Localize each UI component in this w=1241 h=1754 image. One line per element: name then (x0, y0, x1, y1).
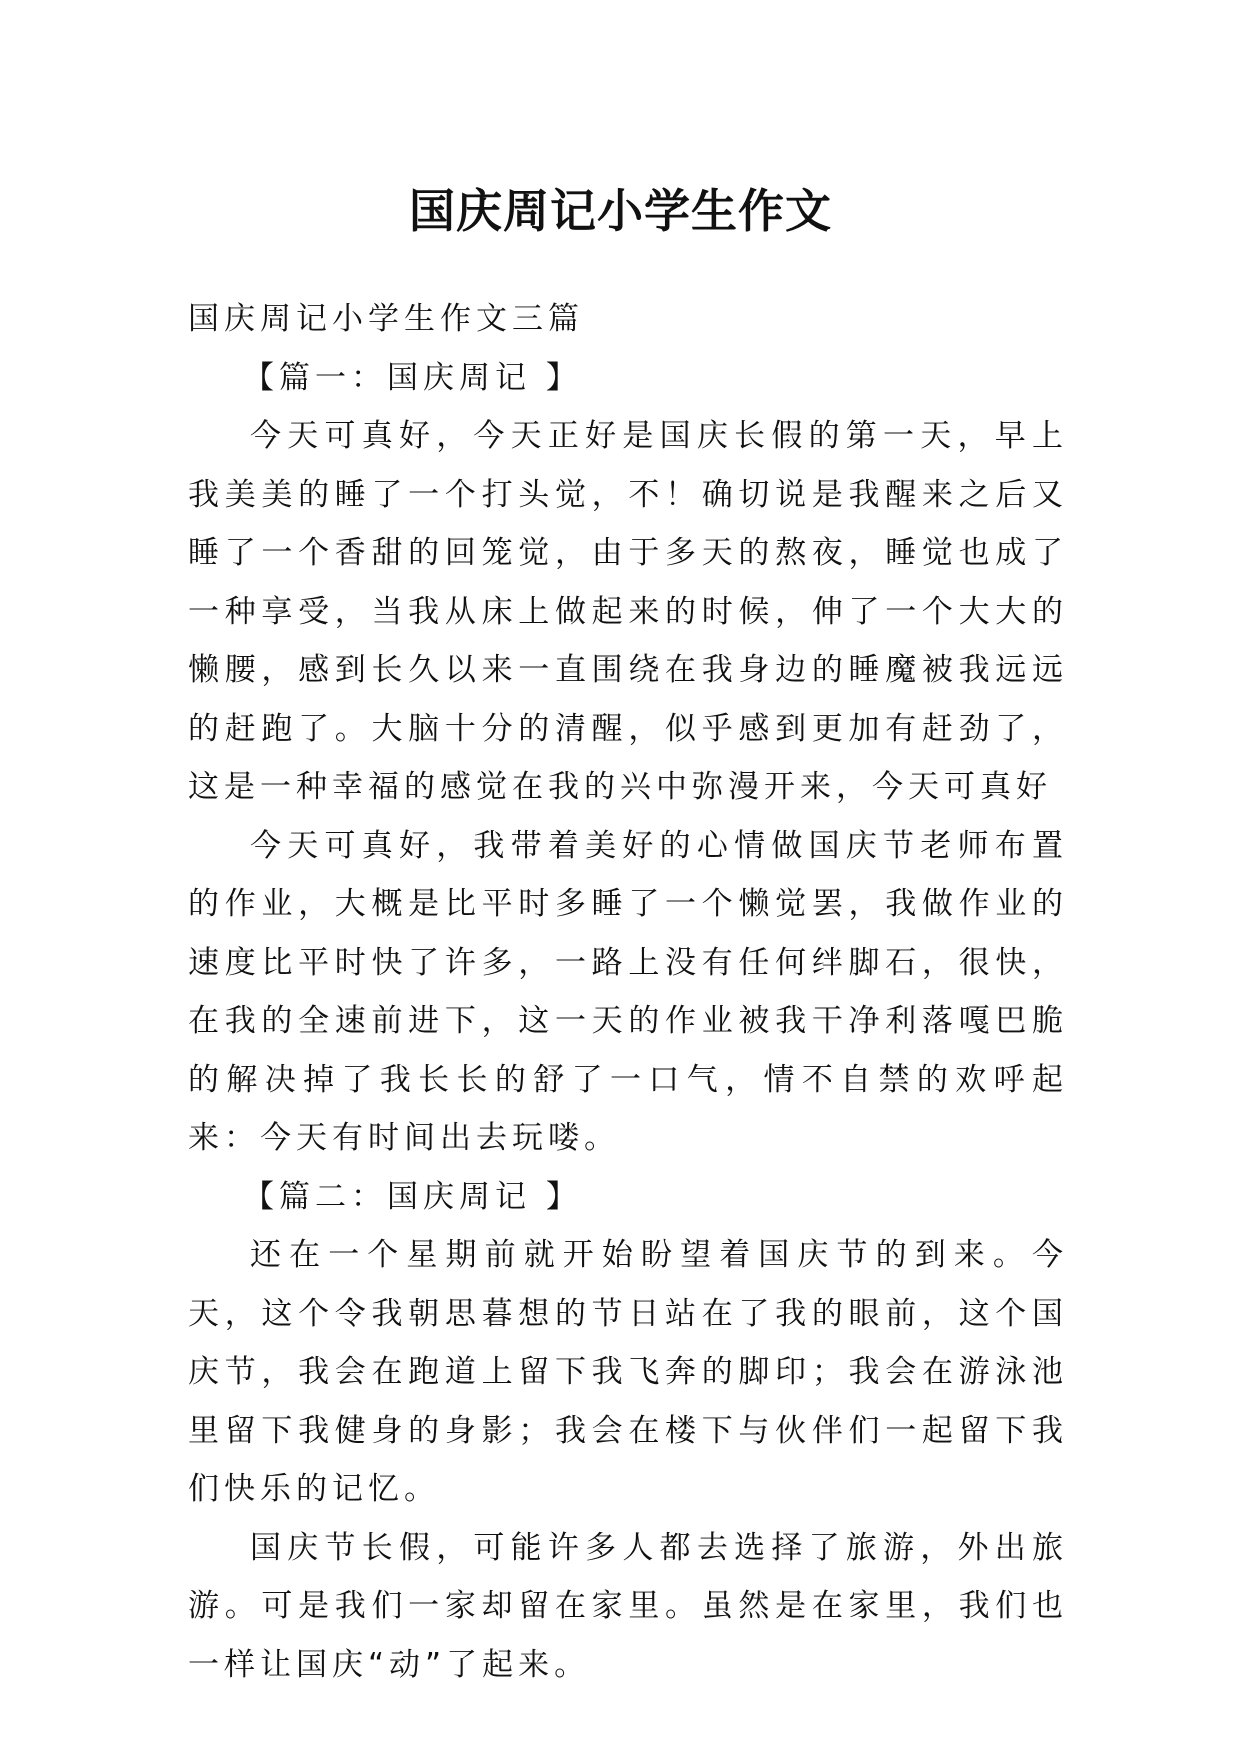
paragraph-4: 国庆节长假，可能许多人都去选择了旅游，外出旅游。可是我们一家却留在家里。虽然是在家里，我们也一样让国庆“动”了起来。 (188, 1529, 1068, 1683)
section-heading-2: 【篇二：国庆周记 】 (243, 1178, 582, 1215)
paragraph-2: 今天可真好，我带着美好的心情做国庆节老师布置的作业，大概是比平时多睡了一个懒觉罢，我做作业的速度比平时快了许多，一路上没有任何绊脚石，很快，在我的全速前进下，这一天的作业被我干净利落嘎巴脆的解决掉了我长长的舒了一口气，情不自禁的欢呼起来：今天有时间出去玩喽。 (188, 827, 1068, 1156)
document-body (188, 290, 1068, 1694)
section-heading-1: 【篇一：国庆周记 】 (243, 359, 582, 396)
paragraph-3: 还在一个星期前就开始盼望着国庆节的到来。今天，这个令我朝思暮想的节日站在了我的眼前，这个国庆节，我会在跑道上留下我飞奔的脚印；我会在游泳池里留下我健身的身影；我会在楼下与伙伴们一起留下我们快乐的记忆。 (188, 1237, 1068, 1507)
document-title: 国庆周记小学生作文 (409, 183, 832, 238)
paragraph-1: 今天可真好，今天正好是国庆长假的第一天，早上我美美的睡了一个打头觉，不！确切说是我醒来之后又睡了一个香甜的回笼觉，由于多天的熬夜，睡觉也成了一种享受，当我从床上做起来的时候，伸了一个大大的懒腰，感到长久以来一直围绕在我身边的睡魔被我远远的赶跑了。大脑十分的清醒，似乎感到更加有赶劲了，这是一种幸福的感觉在我的兴中弥漫开来，今天可真好 (188, 418, 1068, 805)
document-intro: 国庆周记小学生作文三篇 (188, 301, 584, 337)
